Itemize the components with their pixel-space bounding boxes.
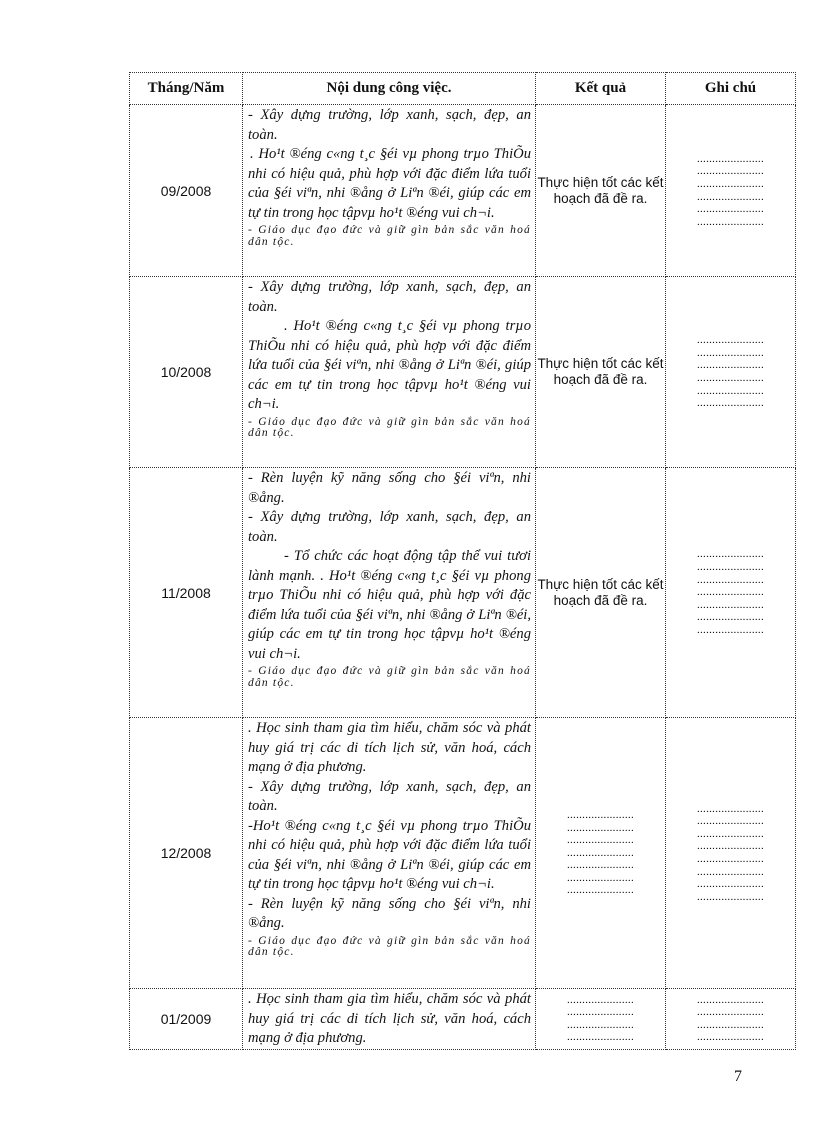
- dotted-line: ......................: [696, 1018, 765, 1031]
- dotted-line: ......................: [566, 1018, 635, 1031]
- dotted-line: ......................: [696, 611, 765, 624]
- dotted-line: ......................: [696, 334, 765, 347]
- content-line: -Ho¹t ®éng c«ng t¸c §éi vµ phong trµo ThiÕu nhi có hiệu quả, phù hợp với đặc điểm lứa tuổi của §éi viªn, nhi ®ång ở Liªn ®éi, giúp các em tự tin trong học tậpvµ ho¹t ®éng vui ch¬i.: [248, 817, 531, 892]
- dotted-line: ......................: [696, 177, 765, 190]
- content-cell: [243, 277, 536, 468]
- header-result: Kết quả: [536, 73, 666, 105]
- work-plan-table: [129, 72, 796, 1050]
- note-cell: [666, 989, 796, 1050]
- content-cell: [243, 989, 536, 1050]
- dotted-line: ......................: [696, 853, 765, 865]
- content-small-line: - Giáo dục đạo đức và giữ gìn bản sắc văn hoá dân tộc.: [248, 415, 531, 439]
- dotted-line: ......................: [696, 152, 765, 165]
- dotted-line: ......................: [566, 1006, 635, 1019]
- content-line: - Xây dựng trường, lớp xanh, sạch, đẹp, an toàn.: [248, 778, 531, 814]
- dotted-line: ......................: [696, 397, 765, 410]
- result-cell: Thực hiện tốt các kết hoạch đã đề ra.: [536, 105, 666, 277]
- dotted-line: ......................: [696, 827, 765, 840]
- dotted-line: ......................: [566, 1031, 635, 1044]
- header-note: Ghi chú: [666, 73, 796, 105]
- table-row: [130, 468, 796, 718]
- dotted-line: ......................: [696, 598, 765, 611]
- dotted-line: ......................: [696, 623, 765, 636]
- note-cell: [666, 105, 796, 277]
- content-line: - Rèn luyện kỹ năng sống cho §éi viªn, nhi ®ång.: [248, 895, 531, 931]
- dotted-line: ......................: [696, 190, 765, 203]
- dotted-line: ......................: [696, 372, 765, 384]
- dotted-line: ......................: [696, 878, 765, 891]
- result-cell: Thực hiện tốt các kết hoạch đã đề ra.: [536, 277, 666, 468]
- note-cell: [666, 718, 796, 989]
- month-cell: 09/2008: [130, 105, 243, 277]
- dotted-line: ......................: [566, 808, 635, 821]
- content-line: - Xây dựng trường, lớp xanh, sạch, đẹp, an toàn.: [248, 509, 531, 545]
- dotted-line: ......................: [566, 884, 635, 897]
- dotted-line: ......................: [696, 1006, 765, 1019]
- dotted-line: ......................: [696, 165, 765, 178]
- content-small-line: - Giáo dục đạo đức và giữ gìn bản sắc văn hoá dân tộc.: [248, 665, 531, 689]
- header-content: Nội dung công việc.: [243, 73, 536, 105]
- dotted-line: ......................: [696, 215, 765, 228]
- dotted-line: ......................: [566, 834, 635, 847]
- dotted-line: ......................: [696, 890, 765, 903]
- content-line: - Tổ chức các hoạt động tập thể vui tươi lành mạnh. . Ho¹t ®éng c«ng t¸c §éi vµ phong trµo ThiÕu nhi có hiệu quả, phù hợp với đặc điểm lứa tuổi của §éi viªn, nhi ®ång ở Liªn ®éi, giúp các em tự tin trong học tậpvµ ho¹t ®éng vui ch¬i.: [248, 548, 531, 662]
- content-line: - Xây dựng trường, lớp xanh, sạch, đẹp, an toàn.: [248, 279, 531, 315]
- content-line: . Ho¹t ®éng c«ng t¸c §éi vµ phong trµo ThiÕu nhi có hiệu quả, phù hợp với đặc điểm lứa tuổi của §éi viªn, nhi ®ång ở Liªn ®éi, giúp các em tự tin trong học tậpvµ ho¹t ®éng vui ch¬i.: [248, 318, 531, 412]
- table-row: [130, 989, 796, 1050]
- dotted-line: ......................: [696, 573, 765, 586]
- result-cell: [536, 718, 666, 989]
- content-line: - Xây dựng trường, lớp xanh, sạch, đẹp, an toàn.: [248, 107, 531, 143]
- content-cell: [243, 718, 536, 989]
- content-cell: [243, 468, 536, 718]
- content-small-line: - Giáo dục đạo đức và giữ gìn bản sắc văn hoá dân tộc.: [248, 224, 531, 248]
- dotted-line: ......................: [696, 993, 765, 1006]
- dotted-line: ......................: [696, 1031, 765, 1044]
- dotted-line: ......................: [566, 993, 635, 1006]
- dotted-line: ......................: [696, 203, 765, 216]
- month-cell: 01/2009: [130, 989, 243, 1050]
- dotted-line: ......................: [566, 821, 635, 834]
- month-cell: 10/2008: [130, 277, 243, 468]
- table-row: [130, 277, 796, 468]
- content-line: - Rèn luyện kỹ năng sống cho §éi viªn, nhi ®ång.: [248, 470, 531, 506]
- dotted-line: ......................: [696, 802, 765, 815]
- dotted-line: ......................: [696, 359, 765, 372]
- content-small-line: - Giáo dục đạo đức và giữ gìn bản sắc văn hoá dân tộc.: [248, 934, 531, 958]
- content-cell: [243, 105, 536, 277]
- table-row: [130, 105, 796, 277]
- table-row: [130, 718, 796, 989]
- content-line: . Học sinh tham gia tìm hiểu, chăm sóc và phát huy giá trị các di tích lịch sử, văn hoá, cách mạng ở địa phương.: [248, 720, 531, 775]
- dotted-line: ......................: [696, 346, 765, 359]
- page-number: 7: [734, 1068, 742, 1085]
- dotted-line: ......................: [696, 561, 765, 574]
- note-cell: [666, 277, 796, 468]
- month-cell: 11/2008: [130, 468, 243, 718]
- note-cell: [666, 468, 796, 718]
- month-cell: 12/2008: [130, 718, 243, 989]
- result-cell: [536, 989, 666, 1050]
- dotted-line: ......................: [696, 548, 765, 561]
- dotted-line: ......................: [696, 840, 765, 853]
- result-cell: Thực hiện tốt các kết hoạch đã đề ra.: [536, 468, 666, 718]
- dotted-line: ......................: [566, 859, 635, 872]
- table-header-row: [130, 73, 796, 105]
- content-line: . Học sinh tham gia tìm hiểu, chăm sóc và phát huy giá trị các di tích lịch sử, văn hoá, cách mạng ở địa phương.: [248, 991, 531, 1046]
- dotted-line: ......................: [566, 871, 635, 884]
- dotted-line: ......................: [696, 815, 765, 828]
- header-month: Tháng/Năm: [130, 73, 243, 105]
- dotted-line: ......................: [696, 384, 765, 397]
- dotted-line: ......................: [696, 865, 765, 878]
- dotted-line: ......................: [566, 846, 635, 859]
- content-line: . Ho¹t ®éng c«ng t¸c §éi vµ phong trµo ThiÕu nhi có hiệu quả, phù hợp với đặc điểm lứa tuổi của §éi viªn, nhi ®ång ở Liªn ®éi, giúp các em tự tin trong học tậpvµ ho¹t ®éng vui ch¬i.: [248, 146, 531, 221]
- dotted-line: ......................: [696, 586, 765, 599]
